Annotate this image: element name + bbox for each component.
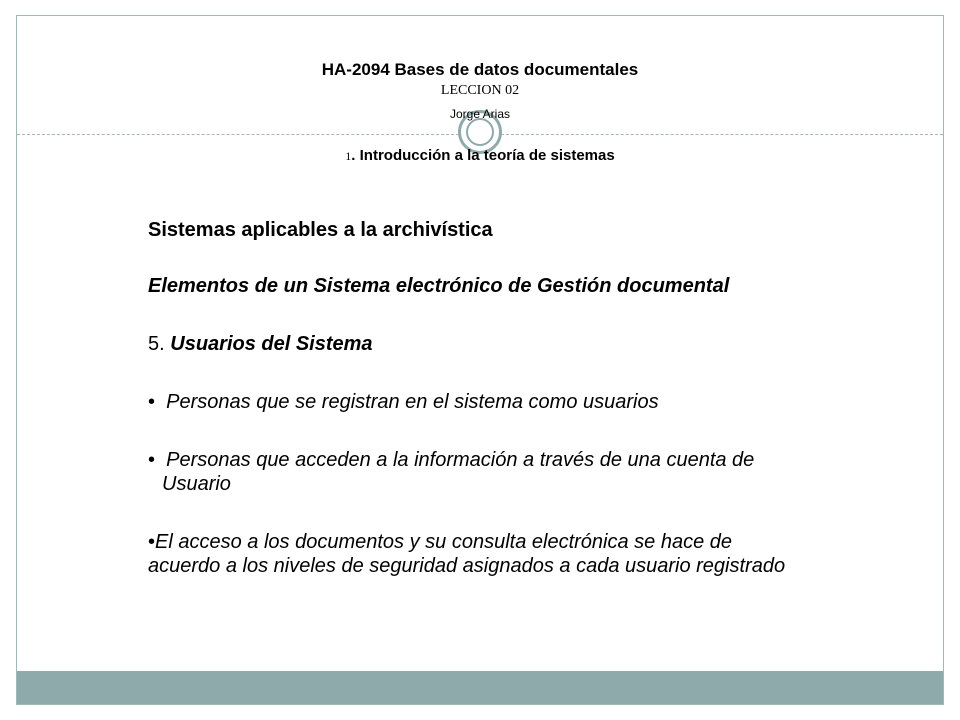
bullet-text: Personas que acceden a la información a través de una cuenta de	[166, 449, 755, 471]
bullet-marker: •	[148, 391, 156, 413]
content-subheading: Elementos de un Sistema electrónico de Gestión documental	[148, 275, 730, 297]
lesson-label: LECCION 02	[440, 83, 520, 98]
footer-band	[17, 671, 943, 704]
bullet-text: Personas que se registran en el sistema como usuarios	[166, 391, 659, 413]
bullet-item	[148, 390, 659, 414]
bullet-text-continuation: acuerdo a los niveles de seguridad asignados a cada usuario registrado	[148, 555, 786, 577]
bullet-item	[148, 530, 732, 554]
bullet-text: El acceso a los documentos y su consulta electrónica se hace de	[155, 531, 733, 553]
section-heading	[148, 332, 373, 356]
author-name: Jorge Arias	[449, 107, 511, 121]
section-number: 5.	[148, 333, 171, 355]
content-heading: Sistemas aplicables a la archivística	[148, 219, 493, 241]
slide	[16, 15, 944, 705]
bullet-text-continuation: Usuario	[162, 473, 231, 495]
section-title: Usuarios del Sistema	[170, 333, 373, 355]
bullet-marker: •	[148, 531, 156, 553]
topic-title	[17, 147, 943, 164]
bullet-marker: •	[148, 449, 156, 471]
topic-text: . Introducción a la teoría de sistemas	[351, 147, 615, 164]
course-title: HA-2094 Bases de datos documentales	[321, 60, 639, 79]
topic-number: 1	[345, 149, 352, 163]
bullet-item	[148, 448, 754, 472]
